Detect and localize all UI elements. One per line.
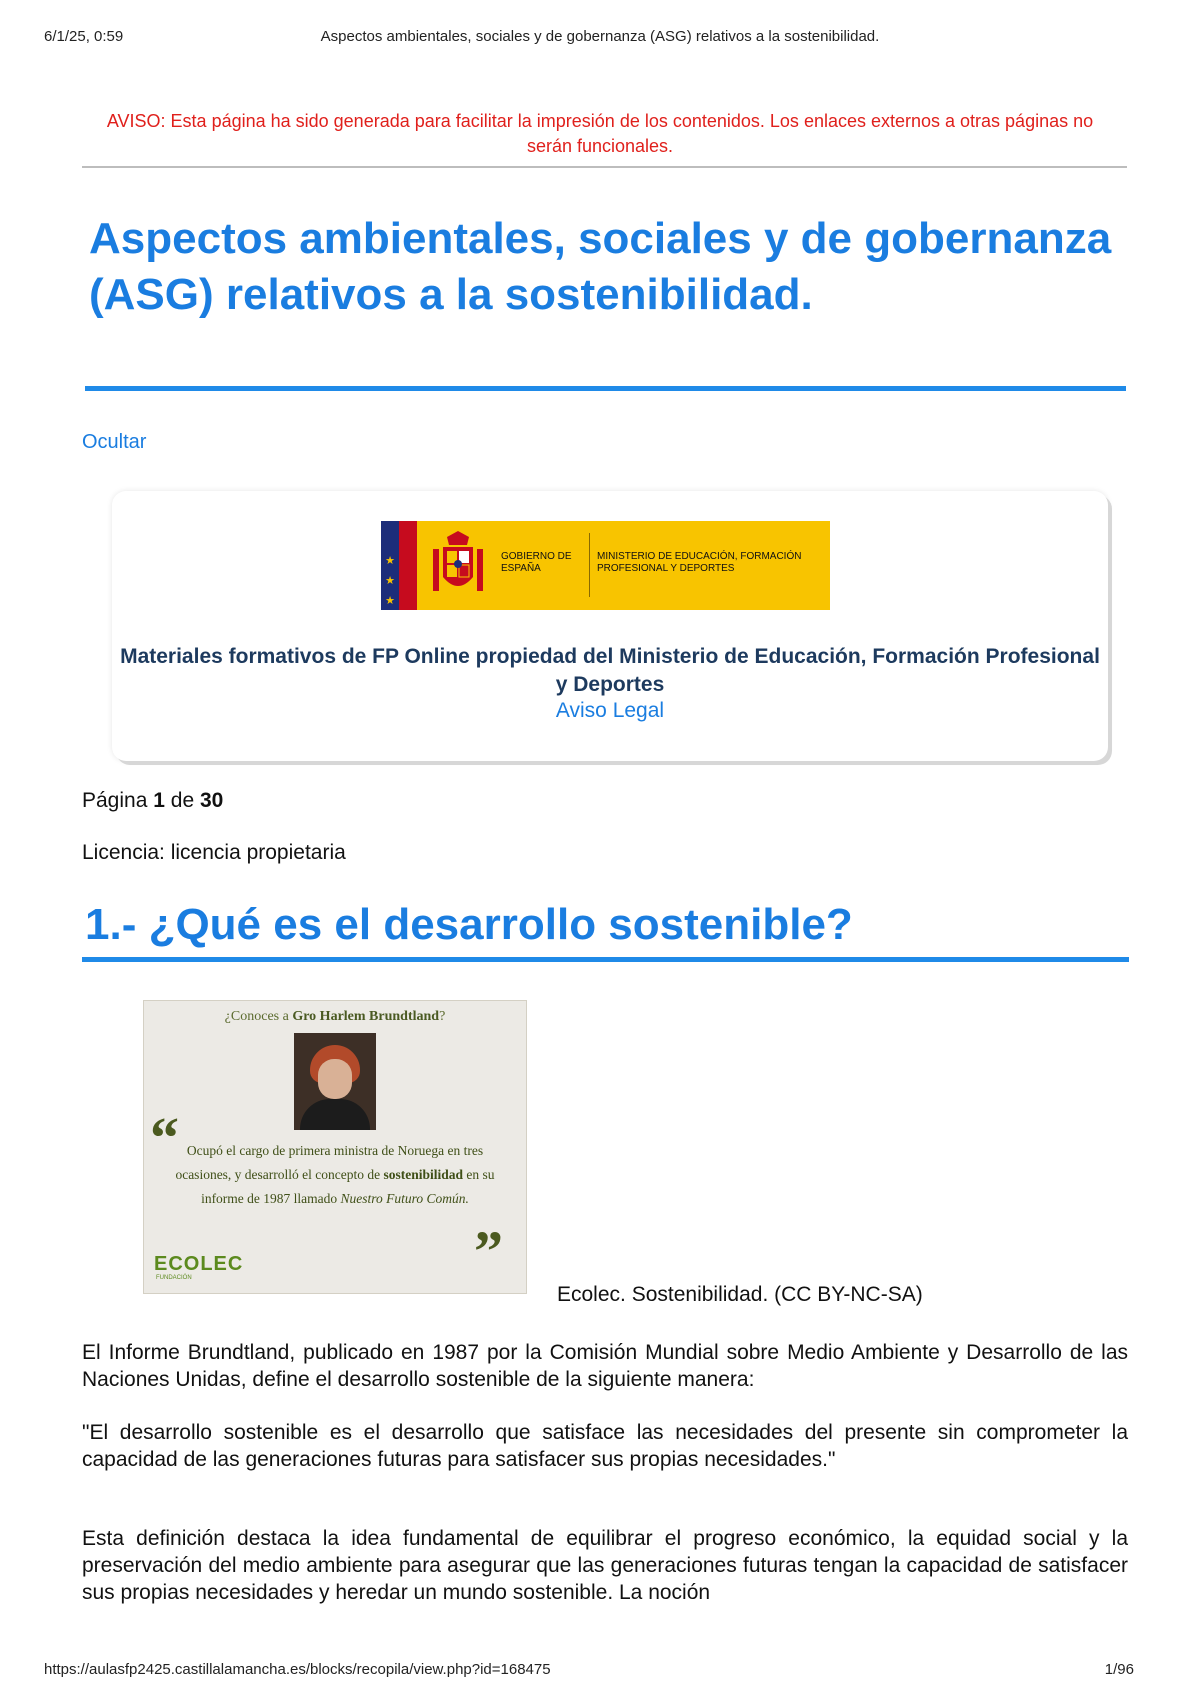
image-quote: Ocupó el cargo de primera ministra de Noruega en tres ocasiones, y desarrolló el concepto de sostenibilidad en su informe de 1987 llamado Nuestro Futuro Común.	[175, 1143, 495, 1206]
print-url: https://aulasfp2425.castillalamancha.es/blocks/recopila/view.php?id=168475	[44, 1661, 551, 1678]
brundtland-image	[143, 1000, 527, 1294]
logo-divider	[589, 533, 590, 597]
ecolec-logo: ECOLEC	[154, 1253, 244, 1275]
ownership-text: Materiales formativos de FP Online propiedad del Ministerio de Educación, Formación Profesional y Deportes	[120, 645, 1100, 696]
image-caption: Ecolec. Sostenibilidad. (CC BY-NC-SA)	[557, 1283, 923, 1306]
paragraph: Esta definición destaca la idea fundamental de equilibrar el progreso económico, la equidad social y la preservación del medio ambiente para asegurar que las generaciones futuras tengan la capacidad de satisfacer sus propias necesidades y heredar un mundo sostenible. La noción	[82, 1527, 1128, 1604]
ecolec-logo-subtitle: FUNDACIÓN	[156, 1275, 192, 1281]
ministry-label: MINISTERIO DE EDUCACIÓN, FORMACIÓN PROFESIONAL Y DEPORTES	[597, 551, 802, 574]
section-underline	[82, 957, 1129, 962]
quote-open-icon: “	[150, 1105, 179, 1170]
page-total: 30	[199, 789, 224, 812]
notice-divider	[82, 166, 1127, 168]
page-label: Página	[82, 789, 148, 812]
print-document-title: Aspectos ambientales, sociales y de gobernanza (ASG) relativos a la sostenibilidad.	[320, 28, 880, 45]
quote-paragraph: "El desarrollo sostenible es el desarrollo que satisface las necesidades del presente sin comprometer la capacidad de las generaciones futuras para satisfacer sus propias necesidades."	[82, 1421, 1128, 1471]
print-header	[0, 28, 1200, 48]
image-heading: ¿Conoces a Gro Harlem Brundtland?	[224, 1009, 446, 1024]
page-separator: de	[170, 789, 195, 812]
page-title: Aspectos ambientales, sociales y de gobernanza (ASG) relativos a la sostenibilidad.	[89, 214, 1112, 319]
government-logo	[381, 521, 830, 610]
title-underline	[85, 386, 1126, 391]
print-date: 6/1/25, 0:59	[44, 28, 124, 45]
hide-toggle-link[interactable]: Ocultar	[82, 431, 147, 453]
section-heading: 1.- ¿Qué es el desarrollo sostenible?	[85, 900, 853, 949]
portrait-photo	[294, 1033, 376, 1130]
spain-flag-icon: ★ ★ ★	[381, 521, 417, 610]
print-notice: AVISO: Esta página ha sido generada para facilitar la impresión de los contenidos. Los enlaces externos a otras páginas no serán funcionales.	[106, 111, 1094, 156]
print-page-number: 1/96	[1104, 1661, 1134, 1678]
page-indicator	[82, 789, 223, 813]
page-current: 1	[153, 789, 165, 812]
print-footer	[0, 1661, 1200, 1681]
government-label: GOBIERNO DE ESPAÑA	[501, 551, 572, 574]
paragraph: El Informe Brundtland, publicado en 1987 por la Comisión Mundial sobre Medio Ambiente y Desarrollo de las Naciones Unidas, define el desarrollo sostenible de la siguiente manera:	[82, 1341, 1128, 1391]
legal-notice-link[interactable]: Aviso Legal	[555, 699, 665, 722]
license-text: Licencia: licencia propietaria	[82, 841, 346, 864]
coat-of-arms-icon	[429, 529, 487, 601]
quote-close-icon: ”	[474, 1219, 503, 1284]
